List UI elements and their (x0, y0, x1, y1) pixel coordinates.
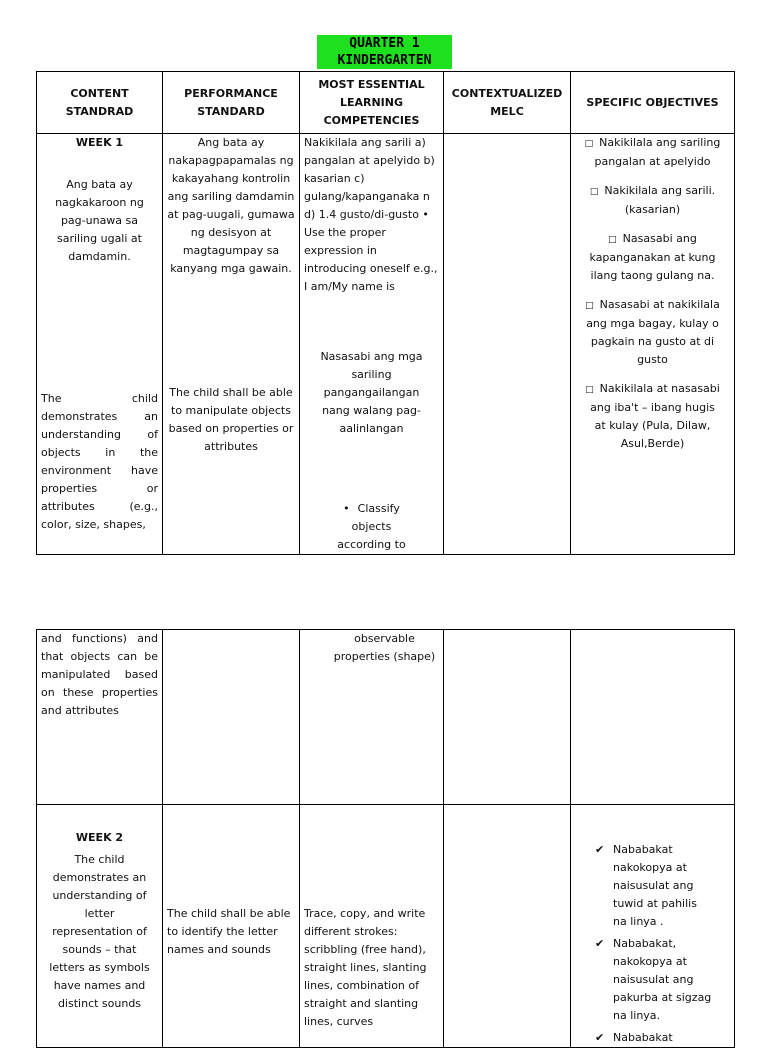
objective-item: ✔ Nababakat (593, 1029, 712, 1047)
col-header-content-standard: CONTENT STANDRAD (37, 72, 163, 134)
melc-c (304, 500, 439, 554)
week-label: WEEK 1 (75, 136, 124, 149)
table-row (37, 630, 735, 805)
bullet-icon (590, 184, 605, 197)
contextualized-melc-cell (444, 805, 571, 1048)
col-header-performance-standard: PERFORMANCE STANDARD (163, 72, 300, 134)
objective-item: □ Nasasabi ang kapanganakan at kung ilang taong gulang na. (583, 230, 722, 285)
objectives-list (593, 841, 712, 1047)
contextualized-melc-cell (444, 630, 571, 805)
contextualized-melc-cell (444, 134, 571, 555)
objective-item: □ Nakikilala ang sariling pangalan at apelyido (583, 134, 722, 171)
content-standard-b: The child demonstrates an understanding of objects in the environment have properties or attributes (e.g., color, size, shapes, (41, 392, 158, 531)
melc-a: Nakikilala ang sarili a) pangalan at apelyido b) kasarian c) gulang/kapanganaka n d) 1.4 gusto/di-gusto • Use the proper expression in introducing oneself e.g., I am/My name is (304, 136, 438, 293)
performance-standard-b: The child shall be able to manipulate objects based on properties or attributes (168, 386, 294, 453)
col-header-contextualized-melc: CONTEXTUALIZED MELC (444, 72, 571, 134)
curriculum-table-page-2 (36, 629, 735, 1048)
melc-cell (300, 805, 444, 1048)
melc-c-text: • Classify objects according to (326, 500, 417, 554)
melc-b: Nasasabi ang mga sariling pangangailangan nang walang pag-aalinlangan (320, 350, 423, 435)
content-standard-cell (37, 805, 163, 1048)
content-standard: The child demonstrates an understanding of letter representation of sounds – that letters as symbols have names and distinct sounds (49, 853, 150, 1010)
content-standard-a: Ang bata ay nagkakaroon ng pag-unawa sa sariling ugali at damdamin. (55, 178, 144, 263)
curriculum-table-page-1 (36, 71, 735, 555)
melc-cell (300, 134, 444, 555)
objective-item: ✔ Nababakat nakokopya at naisusulat ang tuwid at pahilis na linya . (593, 841, 712, 931)
specific-objectives-cell (571, 805, 735, 1048)
week-label: WEEK 2 (75, 831, 124, 844)
melc: Trace, copy, and write different strokes: scribbling (free hand), straight lines, slanting lines, combination of straight and slanting lines, curves (304, 907, 427, 1028)
performance-standard-cell (163, 630, 300, 805)
performance-standard: The child shall be able to identify the letter names and sounds (167, 907, 291, 956)
bullet-icon (585, 382, 600, 395)
table-row (37, 134, 735, 555)
melc-cell (300, 630, 444, 805)
table-row (37, 805, 735, 1048)
bullet-icon (608, 232, 623, 245)
objective-item: □ Nakikilala at nasasabi ang iba't – ibang hugis at kulay (Pula, Dilaw, Asul,Berde) (583, 380, 722, 453)
specific-objectives-cell (571, 134, 735, 555)
objective-item: ✔ Nababakat, nakokopya at naisusulat ang pakurba at sigzag na linya. (593, 935, 712, 1025)
col-header-melc: MOST ESSENTIAL LEARNING COMPETENCIES (300, 72, 444, 134)
bullet-icon (585, 136, 600, 149)
quarter-title: QUARTER 1 (317, 35, 452, 52)
content-standard-continued: and functions) and that objects can be manipulated based on these properties and attributes (41, 632, 158, 717)
col-header-specific-objectives: SPECIFIC OBJECTIVES (571, 72, 735, 134)
bullet-icon (585, 298, 600, 311)
objective-item: □ Nasasabi at nakikilala ang mga bagay, kulay o pagkain na gusto at di gusto (583, 296, 722, 369)
grade-title: KINDERGARTEN (317, 52, 452, 69)
content-standard-cell (37, 134, 163, 555)
melc-continued: observable properties (shape) (333, 632, 436, 663)
content-standard-cell (37, 630, 163, 805)
objective-item: □ Nakikilala ang sarili. (kasarian) (583, 182, 722, 219)
performance-standard-cell (163, 805, 300, 1048)
header-row (37, 72, 735, 134)
specific-objectives-cell (571, 630, 735, 805)
performance-standard-a: Ang bata ay nakapagpapamalas ng kakayahang kontrolin ang sariling damdamin at pag-uugali, gumawa ng desisyon at magtagumpay sa kanyang mga gawain. (167, 136, 295, 275)
performance-standard-cell (163, 134, 300, 555)
